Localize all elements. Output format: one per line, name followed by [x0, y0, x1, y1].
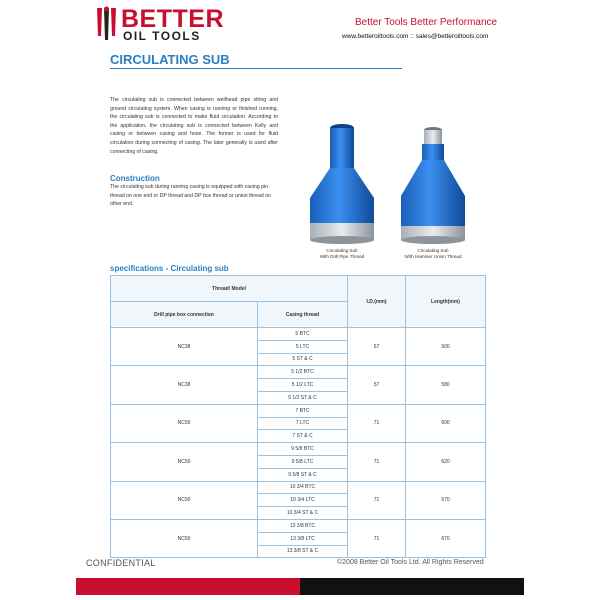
drill-bit-logo-icon [93, 6, 119, 42]
table-row [111, 404, 486, 417]
construction-heading: Construction [110, 174, 160, 183]
title-divider [110, 68, 402, 69]
header-length: Length(mm) [406, 276, 486, 328]
casing-thread-cell: 5 1/2 LTC [258, 379, 348, 392]
header-id: I.D.(mm) [348, 276, 406, 328]
header-casing-thread: Casing thread [258, 302, 348, 328]
casing-thread-cell: 7 BTC [258, 404, 348, 417]
casing-thread-cell: 7 ST & C [258, 430, 348, 443]
company-logo [93, 5, 224, 43]
table-row [111, 443, 486, 456]
casing-thread-cell: 10 3/4 ST & C [258, 507, 348, 520]
circulating-sub-hammer-union-image [395, 124, 471, 248]
product-caption-drill-pipe: Circulating Sub With Drill Pipe Thread [319, 248, 365, 259]
casing-thread-cell: 9 5/8 LTC [258, 455, 348, 468]
id-cell: 71 [348, 443, 406, 481]
page-title: CIRCULATING SUB [110, 52, 230, 67]
length-cell: 580 [406, 366, 486, 404]
logo-text-oil-tools: OIL TOOLS [123, 29, 201, 43]
id-cell: 71 [348, 481, 406, 519]
drill-pipe-cell: NC50 [111, 481, 258, 519]
length-cell: 670 [406, 519, 486, 557]
product-caption-hammer-union: Circulating Sub With Hammer Union Thread [404, 248, 462, 259]
table-row [111, 481, 486, 494]
casing-thread-cell: 10 3/4 BTC [258, 481, 348, 494]
casing-thread-cell: 5 ST & C [258, 353, 348, 366]
casing-thread-cell: 7 LTC [258, 417, 348, 430]
drill-pipe-cell: NC50 [111, 443, 258, 481]
casing-thread-cell: 13 3/8 LTC [258, 532, 348, 545]
header-thread-model: Thread/ Model [111, 276, 348, 302]
logo-text-better: BETTER [121, 5, 224, 33]
casing-thread-cell: 5 1/2 BTC [258, 366, 348, 379]
construction-paragraph: The circulating sub during running casing is equipped with casing pin thread on one end or DP thread and DP box thread or union thread on other end. [110, 184, 272, 208]
circulating-sub-drill-pipe-image [302, 118, 382, 248]
id-cell: 57 [348, 328, 406, 366]
length-cell: 500 [406, 328, 486, 366]
length-cell: 620 [406, 443, 486, 481]
spec-table-title: specifications - Circulating sub [110, 264, 229, 273]
table-row [111, 519, 486, 532]
casing-thread-cell: 5 1/2 ST & C [258, 391, 348, 404]
confidential-label: CONFIDENTIAL [86, 558, 156, 568]
spec-table [110, 275, 486, 558]
id-cell: 57 [348, 366, 406, 404]
copyright-text: ©2008 Better Oil Tools Ltd. All Rights Reserved [337, 559, 484, 566]
drill-pipe-cell: NC50 [111, 519, 258, 557]
id-cell: 71 [348, 404, 406, 442]
length-cell: 600 [406, 404, 486, 442]
header-drill-pipe: Drill pipe box connection [111, 302, 258, 328]
id-cell: 71 [348, 519, 406, 557]
footer-bar-black [300, 578, 524, 595]
casing-thread-cell: 13 3/8 BTC [258, 519, 348, 532]
tagline: Better Tools Better Performance [355, 17, 498, 28]
drill-pipe-cell: NC38 [111, 366, 258, 404]
intro-paragraph: The circulating sub is connected between wellhead pipe string and ground circulating system. When casing is running or finished running, the circulating sub is connected to make fluid circulation. According to the application, the circulating sub is connected between Kelly and casing or between casing and hose. The former is used for fluid circulation during connecting of casing. The later generally is used after connecting of casing. [110, 97, 278, 155]
casing-thread-cell: 9 5/8 ST & C [258, 468, 348, 481]
drill-pipe-cell: NC50 [111, 404, 258, 442]
casing-thread-cell: 9 5/8 BTC [258, 443, 348, 456]
table-row [111, 328, 486, 341]
spec-table-body [111, 328, 486, 558]
casing-thread-cell: 5 BTC [258, 328, 348, 341]
drill-pipe-cell: NC38 [111, 328, 258, 366]
table-row [111, 366, 486, 379]
casing-thread-cell: 5 LTC [258, 340, 348, 353]
footer-bar-red [76, 578, 300, 595]
casing-thread-cell: 10 3/4 LTC [258, 494, 348, 507]
contact-line: www.betteroiltools.com :: sales@betteroiltools.com [342, 33, 489, 40]
length-cell: 670 [406, 481, 486, 519]
casing-thread-cell: 13 3/8 ST & C [258, 545, 348, 558]
